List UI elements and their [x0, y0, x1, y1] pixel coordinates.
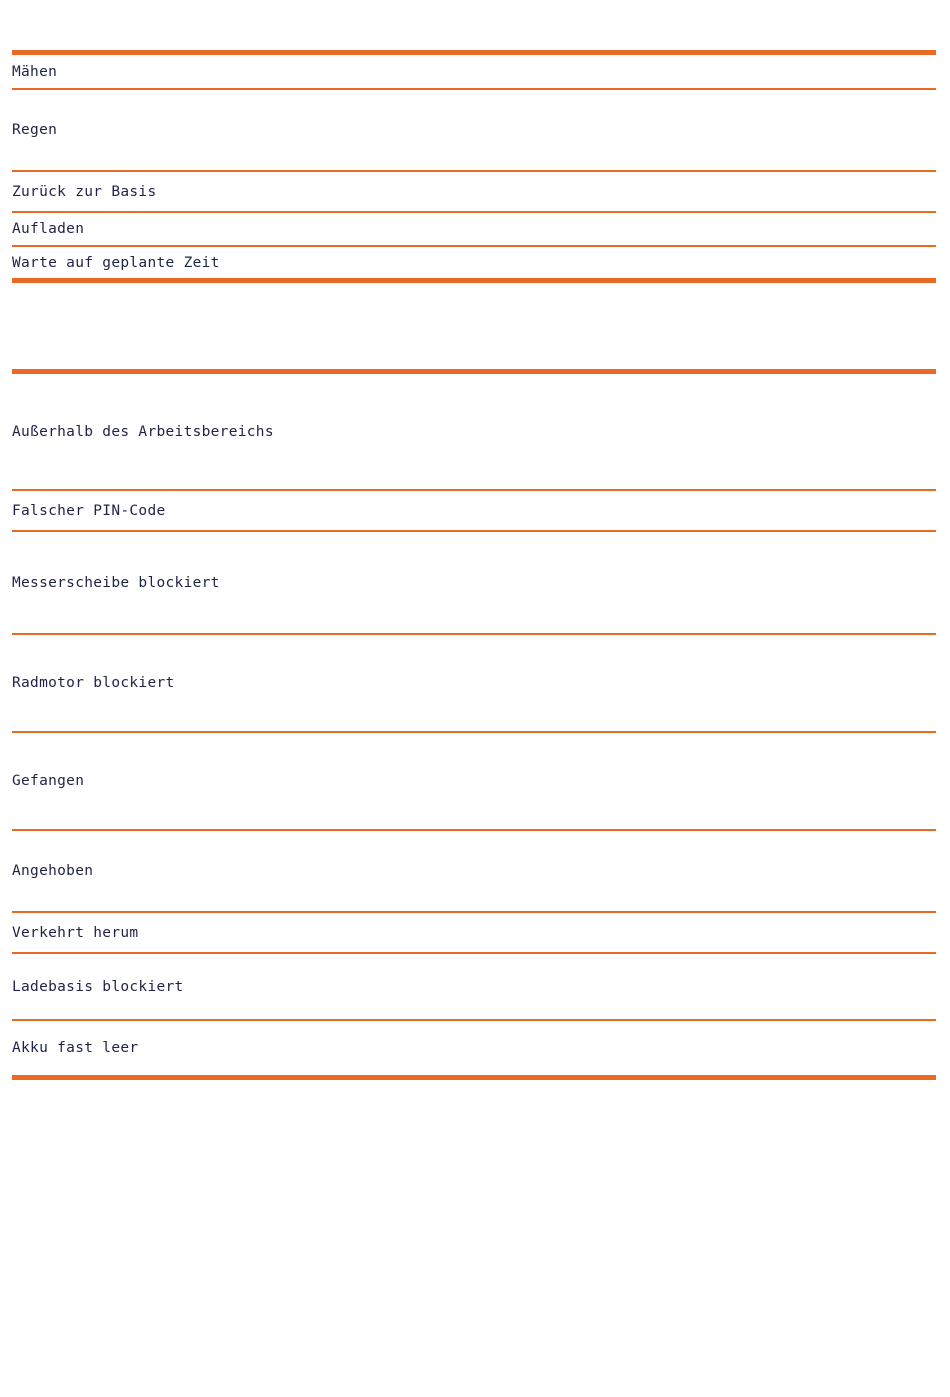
- row-label: Zurück zur Basis: [12, 183, 157, 200]
- table-row-error-charging-station-blocked: [12, 954, 936, 1021]
- row-label: Messerscheibe blockiert: [12, 574, 220, 591]
- row-label: Ladebasis blockiert: [12, 978, 184, 995]
- row-label: Angehoben: [12, 863, 94, 879]
- table-row-error-wrong-pin: [12, 491, 936, 532]
- row-label: Aufladen: [12, 221, 85, 237]
- status-table: [12, 50, 936, 283]
- table-row-error-lifted: [12, 831, 936, 913]
- table-row-error-trapped: [12, 733, 936, 831]
- row-label: Verkehrt herum: [12, 924, 139, 941]
- row-label: Mähen: [12, 63, 58, 80]
- table-row-status-waiting: [12, 247, 936, 278]
- row-label: Akku fast leer: [12, 1040, 139, 1056]
- row-label: Regen: [12, 122, 58, 138]
- table-row-error-wheel-motor-blocked: [12, 635, 936, 733]
- table-row-error-battery-low: [12, 1021, 936, 1075]
- table-row-error-outside-area: [12, 374, 936, 491]
- row-label: Warte auf geplante Zeit: [12, 254, 220, 271]
- row-label: Gefangen: [12, 773, 85, 789]
- table-row-error-blade-blocked: [12, 532, 936, 635]
- table-row-status-rain: [12, 90, 936, 172]
- error-table: [12, 369, 936, 1080]
- row-label: Außerhalb des Arbeitsbereichs: [12, 423, 274, 440]
- row-label: Radmotor blockiert: [12, 675, 175, 691]
- row-label: Falscher PIN-Code: [12, 502, 166, 519]
- table-row-error-upside-down: [12, 913, 936, 954]
- table-row-status-return-to-base: [12, 172, 936, 213]
- table-row-status-mowing: [12, 55, 936, 90]
- table-row-status-charging: [12, 213, 936, 247]
